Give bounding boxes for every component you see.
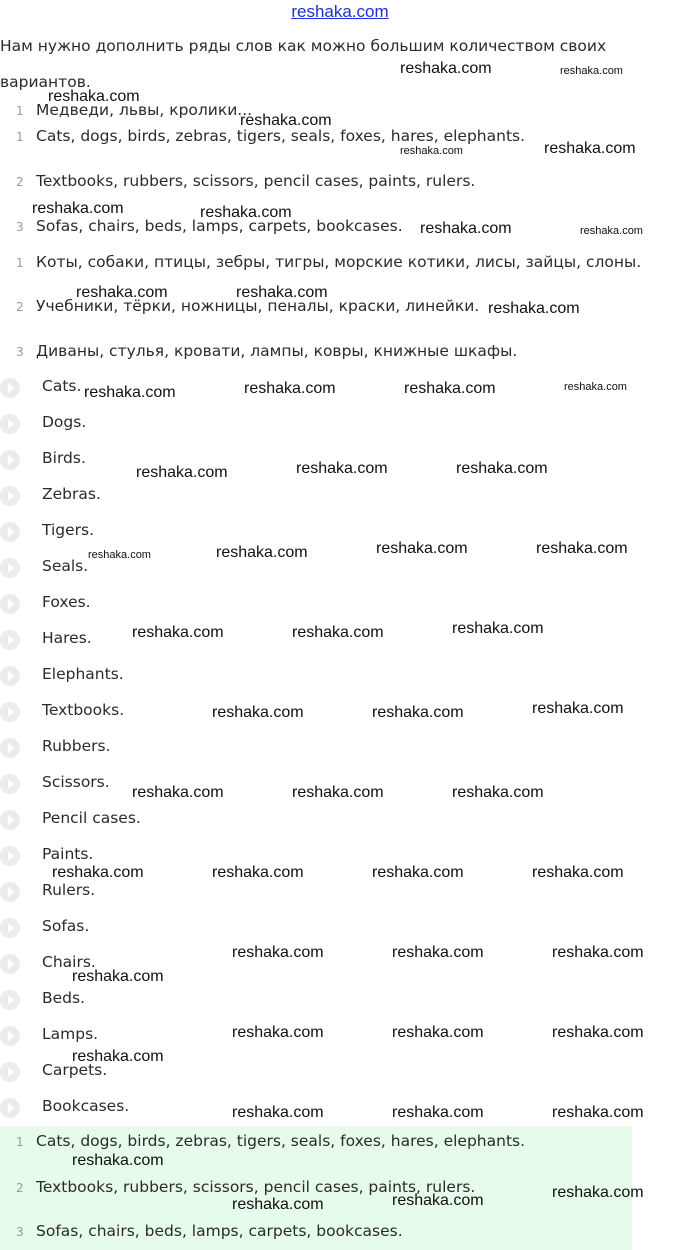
play-icon[interactable] xyxy=(0,558,20,578)
watermark: reshaka.com xyxy=(32,200,124,217)
play-icon[interactable] xyxy=(0,882,20,902)
play-icon[interactable] xyxy=(0,990,20,1010)
line-text: Sofas, chairs, beds, lamps, carpets, bookcases. xyxy=(36,217,403,235)
watermark: reshaka.com xyxy=(580,225,643,237)
line-text: Textbooks, rubbers, scissors, pencil cases, paints, rulers. xyxy=(36,172,476,190)
line-number: 1 xyxy=(16,104,24,118)
line-text: Sofas, chairs, beds, lamps, carpets, bookcases. xyxy=(36,1222,403,1240)
audio-word: Scissors. xyxy=(42,773,110,791)
line-number: 2 xyxy=(16,1181,24,1195)
watermark: reshaka.com xyxy=(456,460,548,477)
line-text: Cats, dogs, birds, zebras, tigers, seals, foxes, hares, elephants. xyxy=(36,127,526,145)
audio-word: Elephants. xyxy=(42,665,124,683)
play-icon[interactable] xyxy=(0,522,20,542)
line-text: Cats, dogs, birds, zebras, tigers, seals, foxes, hares, elephants. xyxy=(36,1132,526,1150)
watermark: reshaka.com xyxy=(400,60,492,77)
play-icon[interactable] xyxy=(0,450,20,470)
line-text: Учебники, тёрки, ножницы, пеналы, краски, линейки. xyxy=(36,297,480,315)
watermark: reshaka.com xyxy=(244,380,336,397)
play-icon[interactable] xyxy=(0,846,20,866)
watermark: reshaka.com xyxy=(240,112,332,129)
line-number: 1 xyxy=(16,1135,24,1149)
audio-word: Paints. xyxy=(42,845,94,863)
play-icon[interactable] xyxy=(0,414,20,434)
watermark: reshaka.com xyxy=(452,784,544,801)
line-number: 3 xyxy=(16,345,24,359)
watermark: reshaka.com xyxy=(236,284,328,301)
line-number: 2 xyxy=(16,300,24,314)
watermark: reshaka.com xyxy=(552,1184,644,1201)
watermark: reshaka.com xyxy=(376,540,468,557)
line-text: Коты, собаки, птицы, зебры, тигры, морские котики, лисы, зайцы, слоны. xyxy=(36,253,642,271)
play-icon[interactable] xyxy=(0,918,20,938)
answer-box xyxy=(0,1126,632,1250)
play-icon[interactable] xyxy=(0,810,20,830)
play-icon[interactable] xyxy=(0,1062,20,1082)
audio-word: Chairs. xyxy=(42,953,96,971)
watermark: reshaka.com xyxy=(392,1024,484,1041)
watermark: reshaka.com xyxy=(212,704,304,721)
watermark: reshaka.com xyxy=(72,968,164,985)
line-number: 2 xyxy=(16,175,24,189)
line-number: 3 xyxy=(16,220,24,234)
watermark: reshaka.com xyxy=(52,864,144,881)
audio-word: Sofas. xyxy=(42,917,90,935)
watermark: reshaka.com xyxy=(488,300,580,317)
line-text: Диваны, стулья, кровати, лампы, ковры, книжные шкафы. xyxy=(36,342,518,360)
audio-word: Birds. xyxy=(42,449,86,467)
watermark: reshaka.com xyxy=(292,784,384,801)
watermark: reshaka.com xyxy=(532,700,624,717)
play-icon[interactable] xyxy=(0,1026,20,1046)
play-icon[interactable] xyxy=(0,774,20,794)
line-text: Медведи, львы, кролики... xyxy=(36,101,253,119)
watermark: reshaka.com xyxy=(552,944,644,961)
play-icon[interactable] xyxy=(0,666,20,686)
watermark: reshaka.com xyxy=(560,65,623,77)
watermark: reshaka.com xyxy=(564,381,627,393)
watermark: reshaka.com xyxy=(88,549,151,561)
line-number: 1 xyxy=(16,130,24,144)
watermark: reshaka.com xyxy=(216,544,308,561)
watermark: reshaka.com xyxy=(232,1024,324,1041)
watermark: reshaka.com xyxy=(84,384,176,401)
play-icon[interactable] xyxy=(0,486,20,506)
play-icon[interactable] xyxy=(0,378,20,398)
task-intro-text: Нам нужно дополнить ряды слов как можно большим количеством своих вариантов. xyxy=(0,37,607,91)
watermark: reshaka.com xyxy=(212,864,304,881)
audio-word: Hares. xyxy=(42,629,92,647)
audio-word: Lamps. xyxy=(42,1025,99,1043)
play-icon[interactable] xyxy=(0,594,20,614)
watermark: reshaka.com xyxy=(76,284,168,301)
watermark: reshaka.com xyxy=(404,380,496,397)
watermark: reshaka.com xyxy=(552,1024,644,1041)
watermark: reshaka.com xyxy=(232,1104,324,1121)
watermark: reshaka.com xyxy=(392,944,484,961)
watermark: reshaka.com xyxy=(72,1152,164,1169)
watermark: reshaka.com xyxy=(372,704,464,721)
watermark: reshaka.com xyxy=(536,540,628,557)
watermark: reshaka.com xyxy=(132,624,224,641)
play-icon[interactable] xyxy=(0,702,20,722)
audio-word: Cats. xyxy=(42,377,82,395)
audio-word: Textbooks. xyxy=(42,701,125,719)
audio-word: Carpets. xyxy=(42,1061,108,1079)
audio-word: Zebras. xyxy=(42,485,101,503)
play-icon[interactable] xyxy=(0,1098,20,1118)
watermark: reshaka.com xyxy=(552,1104,644,1121)
audio-word: Rubbers. xyxy=(42,737,111,755)
watermark: reshaka.com xyxy=(292,624,384,641)
watermark: reshaka.com xyxy=(400,145,463,157)
watermark: reshaka.com xyxy=(392,1192,484,1209)
watermark: reshaka.com xyxy=(232,1196,324,1213)
watermark: reshaka.com xyxy=(232,944,324,961)
watermark: reshaka.com xyxy=(48,88,140,105)
watermark: reshaka.com xyxy=(372,864,464,881)
watermark: reshaka.com xyxy=(532,864,624,881)
watermark: reshaka.com xyxy=(420,220,512,237)
audio-word: Seals. xyxy=(42,557,89,575)
watermark: reshaka.com xyxy=(392,1104,484,1121)
play-icon[interactable] xyxy=(0,630,20,650)
play-icon[interactable] xyxy=(0,738,20,758)
audio-word: Foxes. xyxy=(42,593,91,611)
audio-word: Rulers. xyxy=(42,881,96,899)
line-number: 3 xyxy=(16,1225,24,1239)
audio-word: Beds. xyxy=(42,989,86,1007)
audio-word: Dogs. xyxy=(42,413,87,431)
watermark: reshaka.com xyxy=(200,204,292,221)
audio-word: Tigers. xyxy=(42,521,95,539)
line-number: 1 xyxy=(16,256,24,270)
site-logo-link[interactable]: reshaka.com xyxy=(291,2,389,21)
watermark: reshaka.com xyxy=(296,460,388,477)
audio-word: Pencil cases. xyxy=(42,809,141,827)
line-text: Textbooks, rubbers, scissors, pencil cases, paints, rulers. xyxy=(36,1178,476,1196)
watermark: reshaka.com xyxy=(72,1048,164,1065)
watermark: reshaka.com xyxy=(544,140,636,157)
watermark: reshaka.com xyxy=(452,620,544,637)
watermark: reshaka.com xyxy=(136,464,228,481)
watermark: reshaka.com xyxy=(132,784,224,801)
audio-word: Bookcases. xyxy=(42,1097,130,1115)
play-icon[interactable] xyxy=(0,954,20,974)
